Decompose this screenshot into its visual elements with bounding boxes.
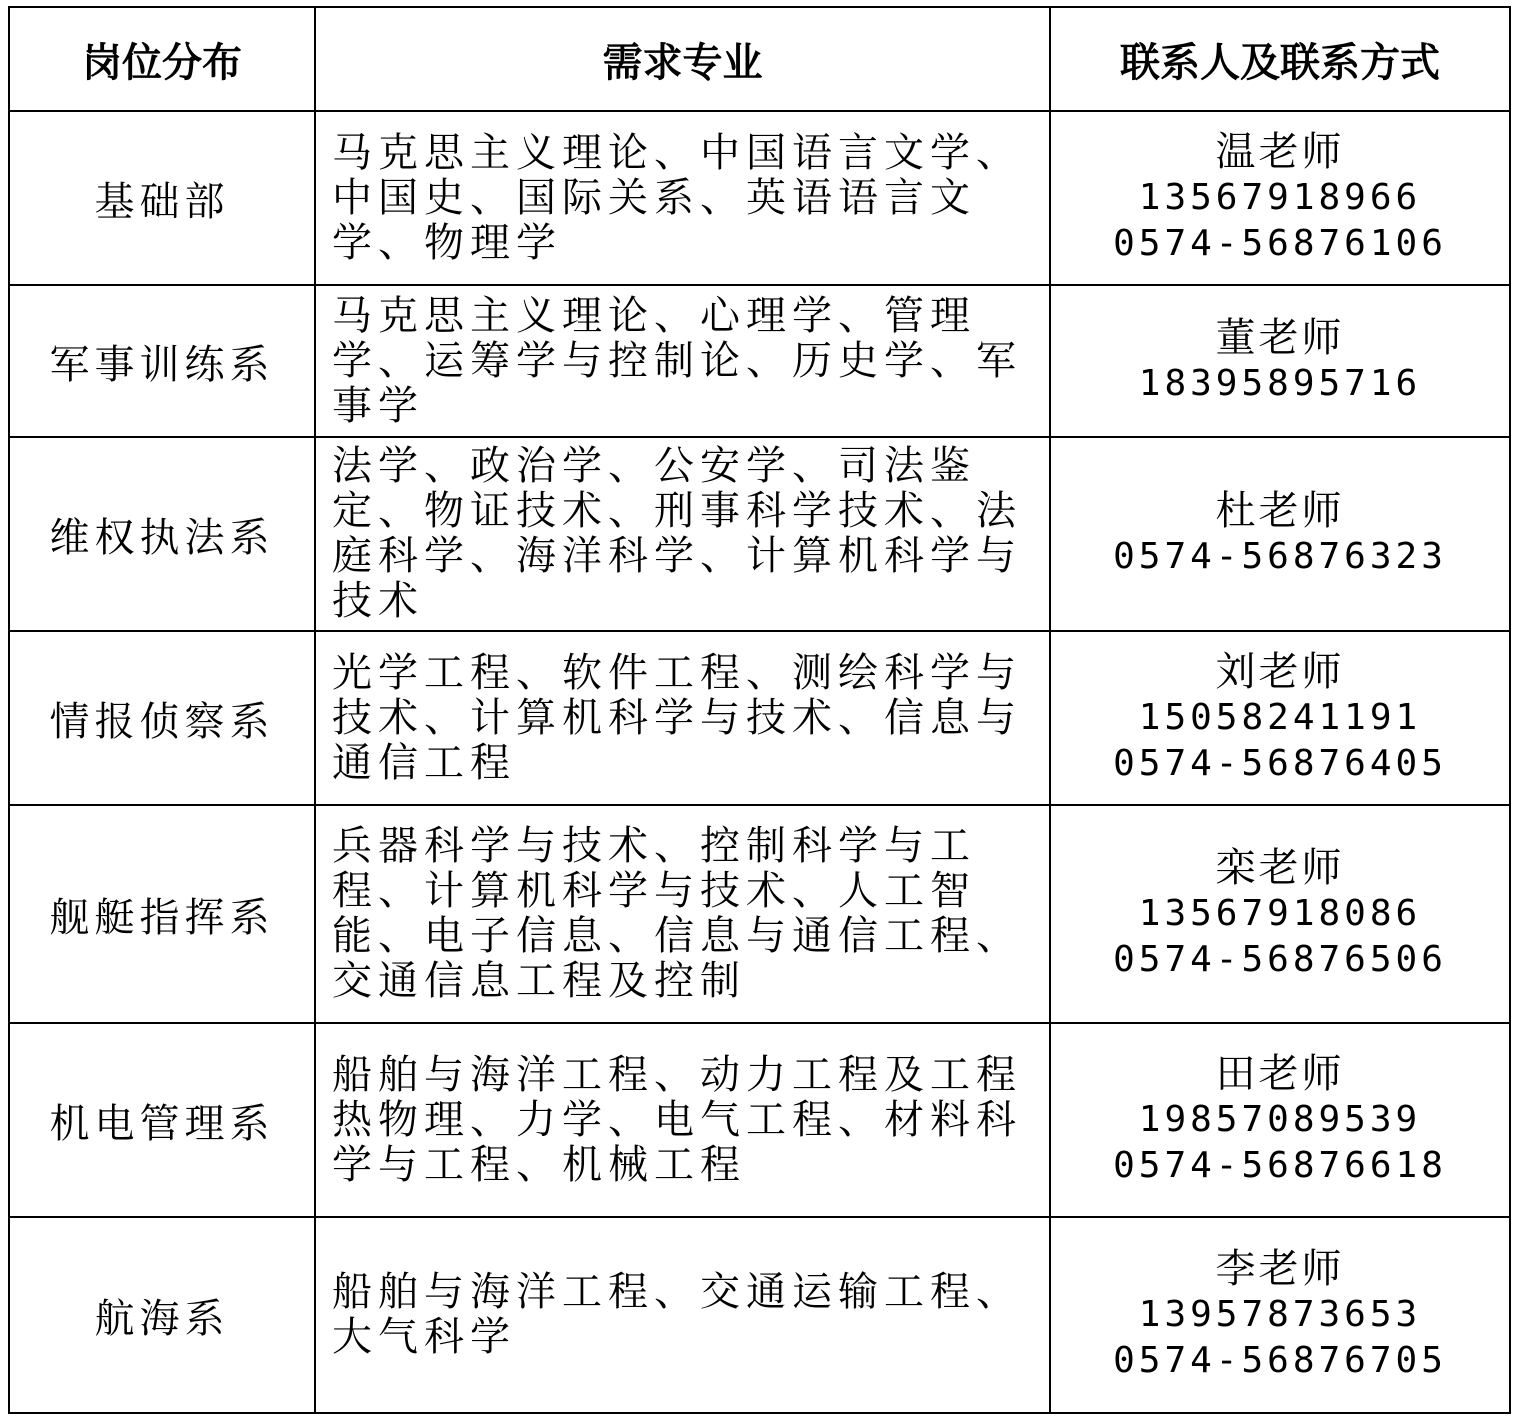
dept-cell: 航海系 (9, 1217, 315, 1413)
dept-cell: 舰艇指挥系 (9, 805, 315, 1023)
header-row (9, 7, 1510, 111)
dept-cell: 维权执法系 (9, 437, 315, 631)
majors-cell: 光学工程、软件工程、测绘科学与技术、计算机科学与技术、信息与通信工程 (315, 631, 1050, 805)
contact-cell (1050, 437, 1510, 631)
recruitment-table (8, 6, 1511, 1414)
contact-phone: 15058241191 (1138, 697, 1422, 738)
header-major: 需求专业 (315, 7, 1050, 111)
contact-name: 栾老师 (1215, 845, 1345, 891)
majors-cell: 法学、政治学、公安学、司法鉴定、物证技术、刑事科学技术、法庭科学、海洋科学、计算机科学与技术 (315, 437, 1050, 631)
majors-cell: 船舶与海洋工程、动力工程及工程热物理、力学、电气工程、材料科学与工程、机械工程 (315, 1023, 1050, 1217)
contact-cell (1050, 111, 1510, 285)
contact-phone: 19857089539 (1138, 1099, 1422, 1140)
table-row (9, 285, 1510, 437)
table-row (9, 805, 1510, 1023)
contact-cell (1050, 631, 1510, 805)
contact-phone: 0574-56876323 (1113, 536, 1447, 577)
contact-cell (1050, 285, 1510, 437)
contact-phone: 0574-56876106 (1113, 223, 1447, 264)
table-row (9, 437, 1510, 631)
contact-phone: 13567918086 (1138, 893, 1422, 934)
header-dept: 岗位分布 (9, 7, 315, 111)
header-contact: 联系人及联系方式 (1050, 7, 1510, 111)
table-row (9, 1023, 1510, 1217)
table-row (9, 111, 1510, 285)
contact-cell (1050, 1217, 1510, 1413)
majors-cell: 船舶与海洋工程、交通运输工程、大气科学 (315, 1217, 1050, 1413)
contact-phone: 13957873653 (1138, 1294, 1422, 1335)
dept-cell: 军事训练系 (9, 285, 315, 437)
dept-cell: 情报侦察系 (9, 631, 315, 805)
contact-phone: 0574-56876705 (1113, 1340, 1447, 1381)
contact-name: 田老师 (1215, 1051, 1345, 1097)
majors-cell: 马克思主义理论、中国语言文学、中国史、国际关系、英语语言文学、物理学 (315, 111, 1050, 285)
contact-phone: 0574-56876506 (1113, 939, 1447, 980)
contact-phone: 18395895716 (1138, 363, 1422, 404)
contact-cell (1050, 805, 1510, 1023)
contact-name: 杜老师 (1215, 488, 1345, 534)
contact-name: 李老师 (1215, 1246, 1345, 1292)
contact-name: 董老师 (1215, 315, 1345, 361)
contact-phone: 0574-56876405 (1113, 743, 1447, 784)
dept-cell: 机电管理系 (9, 1023, 315, 1217)
majors-cell: 马克思主义理论、心理学、管理学、运筹学与控制论、历史学、军事学 (315, 285, 1050, 437)
contact-phone: 0574-56876618 (1113, 1145, 1447, 1186)
majors-cell: 兵器科学与技术、控制科学与工程、计算机科学与技术、人工智能、电子信息、信息与通信工程、交通信息工程及控制 (315, 805, 1050, 1023)
contact-phone: 13567918966 (1138, 177, 1422, 218)
contact-name: 温老师 (1215, 129, 1345, 175)
contact-cell (1050, 1023, 1510, 1217)
table-row (9, 1217, 1510, 1413)
dept-cell: 基础部 (9, 111, 315, 285)
contact-name: 刘老师 (1215, 649, 1345, 695)
table-row (9, 631, 1510, 805)
